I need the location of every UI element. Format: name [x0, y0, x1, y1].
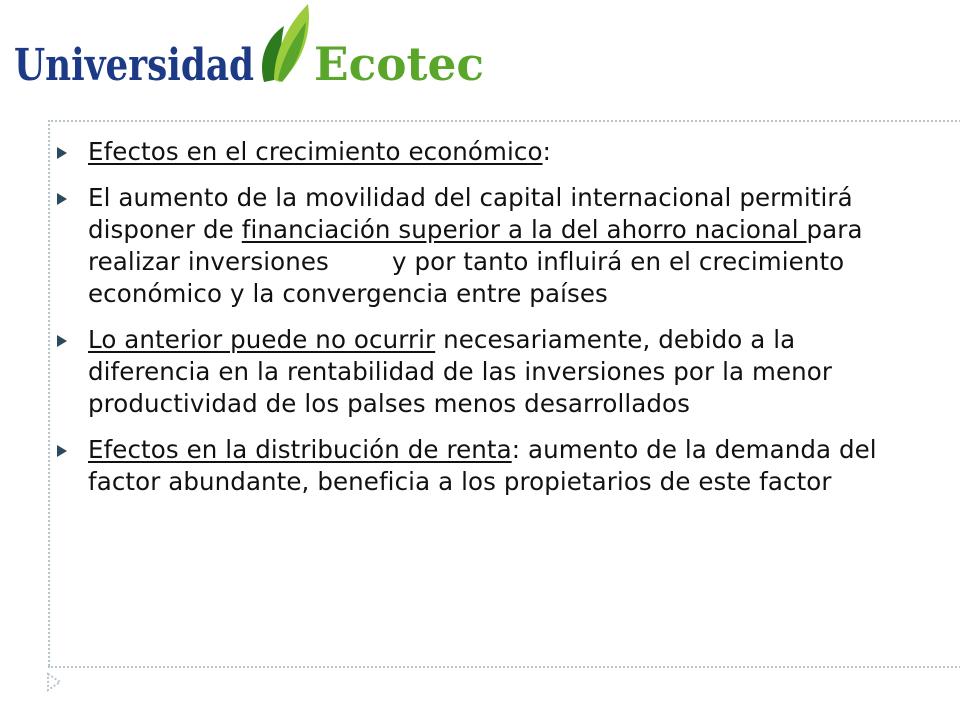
universidad-ecotec-logo — [12, 0, 492, 95]
logo-text-ecotec: Ecotec — [314, 37, 484, 91]
triangle-bullet-icon — [56, 182, 88, 210]
bullet-item — [56, 324, 916, 420]
left-dotted-rule — [48, 120, 50, 666]
bottom-dotted-rule — [48, 666, 960, 668]
leaf-icon — [262, 4, 309, 82]
triangle-bullet-icon — [56, 136, 88, 164]
bullet-text: Lo anterior puede no ocurrir necesariamente, debido a la diferencia en la rentabilidad de las inversiones por la menor productividad de los palses menos desarrollados — [88, 325, 833, 418]
logo-text-universidad: Universidad — [14, 40, 254, 91]
triangle-bullet-icon — [56, 324, 88, 352]
bullet-item — [56, 136, 916, 168]
bullet-item — [56, 182, 916, 310]
slide-content — [56, 136, 916, 512]
bullet-item — [56, 434, 916, 498]
triangle-bullet-icon — [56, 434, 88, 462]
bullet-text: Efectos en la distribución de renta: aumento de la demanda del factor abundante, beneficia a los propietarios de este factor — [88, 435, 877, 496]
top-dotted-rule — [48, 120, 960, 122]
bullet-text: Efectos en el crecimiento económico: — [88, 137, 551, 166]
corner-arrow-icon — [44, 672, 64, 692]
bullet-text: El aumento de la movilidad del capital internacional permitirá disponer de financiación superior a la del ahorro nacional para realizar inversiones y por tanto influirá en el crecimiento económico y la convergencia entre países — [88, 183, 871, 308]
